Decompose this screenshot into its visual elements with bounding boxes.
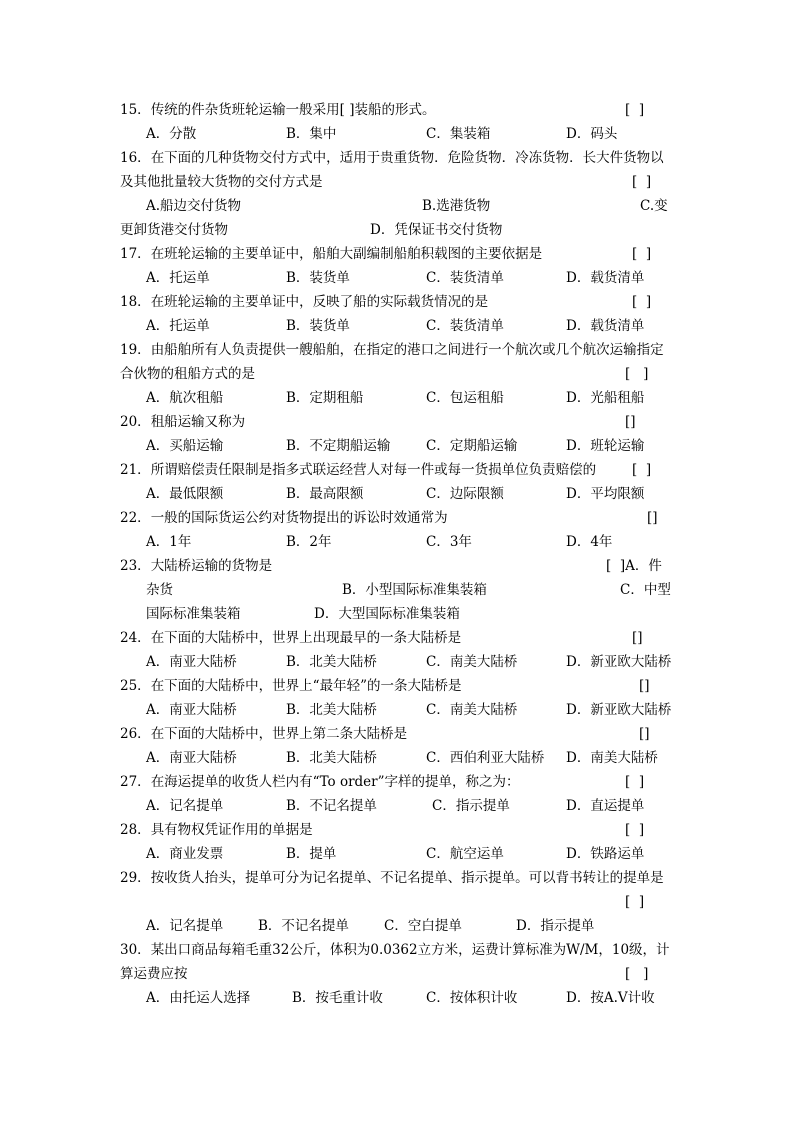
option-d: D．大型国际标准集装箱 [314,606,460,622]
answer-bracket: [ ] [625,894,645,910]
question-30 [120,938,680,962]
answer-bracket: [ ] [625,774,645,790]
option-b: B.选港货物 [422,198,491,214]
options-24 [120,650,680,674]
option-a: A．买船运输 [146,438,224,454]
option-d: D．光船租船 [566,390,645,406]
option-c: C．中型 [620,582,671,598]
answer-bracket: [] [639,678,650,694]
question-number: 21． [120,462,151,478]
answer-bracket: [ ] [632,246,652,262]
option-d: D．凭保证书交付货物 [370,222,503,238]
question-number: 15． [120,102,151,118]
option-c: C．定期船运输 [426,438,518,454]
option-d: D．南美大陆桥 [566,750,658,766]
option-d: D．载货清单 [566,270,645,286]
question-16-line2 [120,170,680,194]
option-a-cont: 杂货 [146,582,173,598]
question-27 [120,770,680,794]
options-22 [120,530,680,554]
question-29-line2 [120,890,680,914]
question-text: 在下面的大陆桥中，世界上“最年轻”的一条大陆桥是 [150,678,462,694]
question-text-line1: 由船舶所有人负责提供一艘船舶，在指定的港口之间进行一个航次或几个航次运输指定 [150,342,664,358]
option-d: D．新亚欧大陆桥 [566,702,672,718]
option-c: C．南美大陆桥 [426,654,518,670]
option-c-cont: 更卸货港交付货物 [120,222,228,238]
answer-bracket: [ ] [625,366,649,382]
option-a: A．南亚大陆桥 [146,654,237,670]
question-30-line2 [120,962,680,986]
answer-bracket: [ ] [625,822,645,838]
question-number: 30． [120,942,151,958]
option-b: B．2年 [286,534,332,550]
option-c: C．航空运单 [426,846,504,862]
answer-bracket: [] [632,630,643,646]
question-number: 22． [120,510,151,526]
question-19 [120,338,680,362]
question-text-line2: 及其他批量较大货物的交付方式是 [120,174,323,190]
question-number: 23． [120,558,151,574]
option-c: C.变 [640,198,668,214]
option-c: C．集装箱 [426,126,491,142]
question-text-line1: 按收货人抬头，提单可分为记名提单、不记名提单、指示提单。可以背书转让的提单是 [150,870,664,886]
question-number: 19． [120,342,151,358]
option-b: B．不记名提单 [258,918,349,934]
question-number: 24． [120,630,151,646]
option-a: A．南亚大陆桥 [146,750,237,766]
question-23 [120,554,680,578]
question-number: 18． [120,294,151,310]
options-30 [120,986,680,1010]
option-b: B．集中 [286,126,337,142]
options-21 [120,482,680,506]
option-b: B．定期租船 [286,390,364,406]
options-17 [120,266,680,290]
question-number: 29． [120,870,151,886]
question-text: 所谓赔偿责任限制是指多式联运经营人对每一件或每一货损单位负责赔偿的 [150,462,597,478]
option-c: C．包运租船 [426,390,504,406]
option-a: A．1年 [146,534,192,550]
question-29 [120,866,680,890]
options-16-line2 [120,218,680,242]
options-25 [120,698,680,722]
option-b: B．不记名提单 [286,798,377,814]
options-29 [120,914,680,938]
question-22 [120,506,680,530]
options-18 [120,314,680,338]
option-d: D．按A.V计收 [566,990,655,1006]
option-c: C．装货清单 [426,270,504,286]
option-b: B．北美大陆桥 [286,702,377,718]
option-a: A.船边交付货物 [146,198,242,214]
option-d: D．4年 [566,534,613,550]
answer-bracket: [ ] [632,462,652,478]
answer-bracket: [ ] [625,966,649,982]
question-17 [120,242,680,266]
option-d: D．铁路运单 [566,846,645,862]
options-27 [120,794,680,818]
option-a: A．航次租船 [146,390,224,406]
option-d: D．指示提单 [516,918,595,934]
option-b: B．最高限额 [286,486,364,502]
question-20 [120,410,680,434]
question-number: 17． [120,246,151,262]
question-text: 在下面的大陆桥中，世界上第二条大陆桥是 [150,726,408,742]
answer-bracket: [ ] [632,294,652,310]
question-number: 16． [120,150,151,166]
question-text: 一般的国际货运公约对货物提出的诉讼时效通常为 [150,510,448,526]
options-23-line2 [120,602,680,626]
question-text-line2: 合伙物的租船方式的是 [120,366,255,382]
option-d: D．平均限额 [566,486,645,502]
answer-bracket: [ ] [625,102,645,118]
options-28 [120,842,680,866]
option-d: D．新亚欧大陆桥 [566,654,672,670]
question-number: 25． [120,678,151,694]
question-text: 在下面的大陆桥中，世界上出现最早的一条大陆桥是 [150,630,462,646]
question-15 [120,98,680,122]
option-a: A．最低限额 [146,486,224,502]
options-19 [120,386,680,410]
option-b: B．小型国际标准集装箱 [342,582,487,598]
option-b: B．提单 [286,846,337,862]
options-20 [120,434,680,458]
options-26 [120,746,680,770]
question-text-line2: 算运费应按 [120,966,188,982]
option-c: C．空白提单 [384,918,462,934]
question-text: 具有物权凭证作用的单据是 [150,822,313,838]
answer-bracket: [] [647,510,658,526]
options-23 [120,578,680,602]
question-number: 26． [120,726,151,742]
option-c: C．边际限额 [426,486,504,502]
options-15 [120,122,680,146]
option-b: B．按毛重计收 [292,990,383,1006]
question-text: 在海运提单的收货人栏内有“To order”字样的提单，称之为： [150,774,520,790]
question-text-line1: 在下面的几种货物交付方式中，适用于贵重货物．危险货物．冷冻货物．长大件货物以 [150,150,664,166]
option-b: B．装货单 [286,318,350,334]
answer-bracket: [] [639,726,650,742]
answer-bracket: [] [625,414,636,430]
question-text: 传统的件杂货班轮运输一般采用[ ]装船的形式。 [150,102,436,118]
question-number: 20． [120,414,151,430]
question-text: 在班轮运输的主要单证中，反映了船的实际载货情况的是 [150,294,489,310]
options-16 [120,194,680,218]
option-a: A．南亚大陆桥 [146,702,237,718]
option-c: C．装货清单 [426,318,504,334]
question-text: 租船运输又称为 [150,414,246,430]
option-c: C．3年 [426,534,472,550]
question-text-line1: 某出口商品每箱毛重32公斤，体积为0.0362立方米，运费计算标准为W/M，10级，计 [150,942,670,958]
question-21 [120,458,680,482]
option-a: A．托运单 [146,318,210,334]
option-c: C．指示提单 [432,798,510,814]
question-number: 27． [120,774,151,790]
question-25 [120,674,680,698]
question-28 [120,818,680,842]
option-d: D．码头 [566,126,618,142]
option-c: C．按体积计收 [426,990,518,1006]
question-24 [120,626,680,650]
option-a: A．分散 [146,126,197,142]
option-c: C．南美大陆桥 [426,702,518,718]
option-d: D．直运提单 [566,798,645,814]
option-c-cont: 国际标准集装箱 [146,606,241,622]
answer-bracket: [ ]A．件 [606,558,662,574]
option-d: D．班轮运输 [566,438,645,454]
question-16 [120,146,680,170]
option-b: B．北美大陆桥 [286,750,377,766]
option-a: A．记名提单 [146,798,224,814]
option-b: B．装货单 [286,270,350,286]
option-b: B．北美大陆桥 [286,654,377,670]
question-number: 28． [120,822,151,838]
question-18 [120,290,680,314]
option-a: A．商业发票 [146,846,224,862]
option-a: A．托运单 [146,270,210,286]
option-c: C．西伯利亚大陆桥 [426,750,545,766]
answer-bracket: [ ] [632,174,652,190]
question-26 [120,722,680,746]
option-a: A．由托运人选择 [146,990,251,1006]
question-text: 大陆桥运输的货物是 [150,558,273,574]
question-19-line2 [120,362,680,386]
option-d: D．载货清单 [566,318,645,334]
question-text: 在班轮运输的主要单证中，船舶大副编制船舶积载图的主要依据是 [150,246,543,262]
option-b: B．不定期船运输 [286,438,391,454]
option-a: A．记名提单 [146,918,224,934]
